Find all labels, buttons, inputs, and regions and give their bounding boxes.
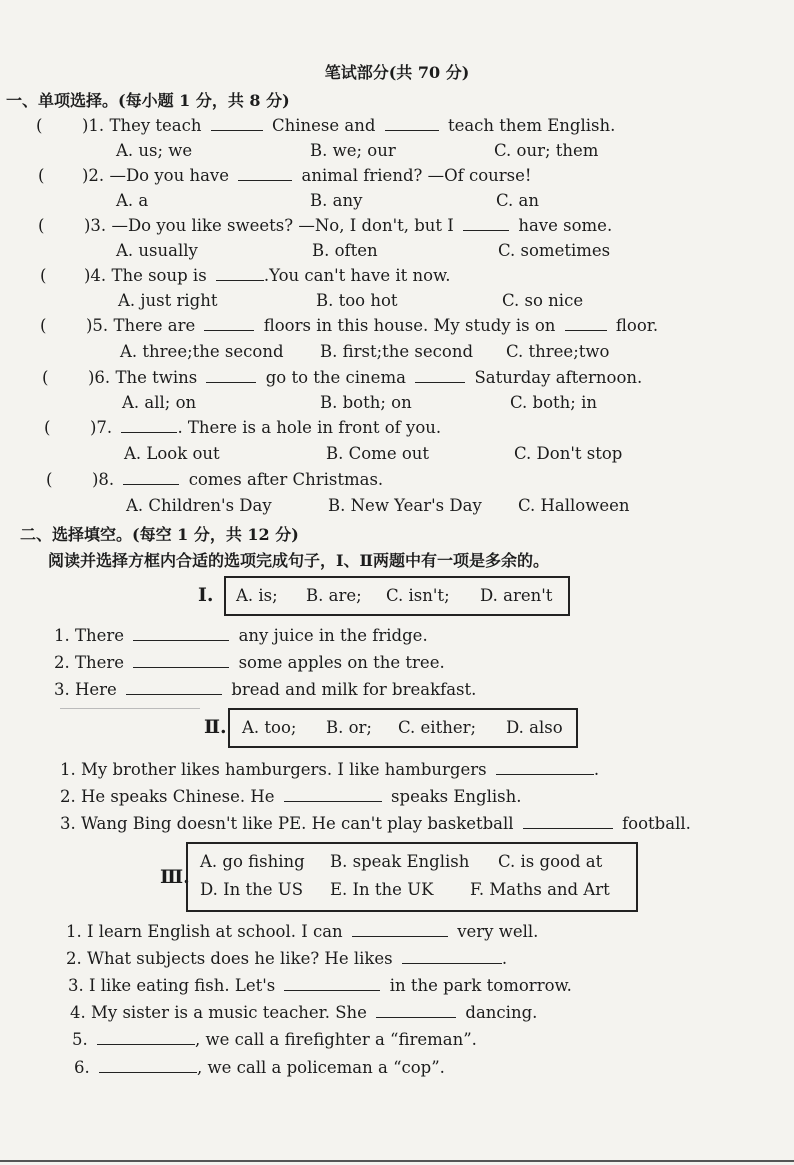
box-option: E. In the UK	[330, 880, 434, 899]
item-text: I like eating fish. Let's	[89, 976, 276, 995]
question-text: have some.	[518, 216, 613, 235]
item-text: , we call a policeman a “cop”.	[197, 1058, 445, 1077]
part-1-item-2	[54, 653, 445, 672]
answer-blank[interactable]	[123, 470, 179, 485]
item-number: 3.	[68, 976, 84, 995]
question-1	[82, 116, 615, 135]
option-a[interactable]: A. us; we	[116, 141, 193, 160]
box-option: D. In the US	[200, 880, 303, 899]
item-number: 1.	[54, 626, 70, 645]
answer-blank[interactable]	[99, 1058, 197, 1073]
answer-blank[interactable]	[284, 787, 382, 802]
answer-blank[interactable]	[133, 626, 229, 641]
divider	[60, 708, 200, 709]
answer-paren: (	[40, 266, 47, 285]
question-7	[90, 418, 441, 437]
option-b[interactable]: B. too hot	[316, 291, 398, 310]
item-text: My sister is a music teacher. She	[91, 1003, 367, 1022]
option-a[interactable]: A. all; on	[122, 393, 197, 412]
question-number: )7.	[90, 418, 113, 437]
question-text: teach them English.	[447, 116, 616, 135]
option-c[interactable]: C. so nice	[502, 291, 584, 310]
answer-blank[interactable]	[133, 653, 229, 668]
item-text: .	[501, 949, 508, 968]
answer-blank[interactable]	[352, 922, 448, 937]
option-c[interactable]: C. sometimes	[498, 241, 611, 260]
question-text: —Do you have	[109, 166, 230, 185]
box-option: A. too;	[242, 718, 297, 737]
item-number: 5.	[72, 1030, 88, 1049]
option-c[interactable]: C. three;two	[506, 342, 610, 361]
item-text: football.	[622, 814, 691, 833]
box-option: B. speak English	[330, 852, 470, 871]
question-text: comes after Christmas.	[188, 470, 384, 489]
item-text: I learn English at school. I can	[87, 922, 343, 941]
answer-blank[interactable]	[204, 316, 254, 331]
question-2	[82, 166, 532, 185]
question-4	[84, 266, 450, 285]
answer-blank[interactable]	[211, 116, 263, 131]
answer-paren: (	[38, 166, 45, 185]
answer-paren: (	[40, 316, 47, 335]
section1-heading: 一、单项选择。(每小题 1 分，共 8 分)	[6, 91, 290, 110]
item-text: What subjects does he like? He likes	[87, 949, 393, 968]
item-text: very well.	[457, 922, 539, 941]
box-option: D. also	[506, 718, 563, 737]
section2-instruction: 阅读并选择方框内合适的选项完成句子，Ⅰ、Ⅱ两题中有一项是多余的。	[48, 551, 549, 570]
part-1-option-box	[224, 576, 570, 616]
box-option: B. are;	[306, 586, 362, 605]
question-number: )6.	[88, 368, 111, 387]
option-c[interactable]: C. an	[496, 191, 539, 210]
answer-blank[interactable]	[284, 976, 380, 991]
option-a[interactable]: A. Children's Day	[126, 496, 272, 515]
option-a[interactable]: A. just right	[118, 291, 218, 310]
question-text: Chinese and	[272, 116, 376, 135]
item-text: dancing.	[465, 1003, 538, 1022]
part-3-item-5	[72, 1030, 477, 1049]
question-text: go to the cinema	[265, 368, 406, 387]
item-text: any juice in the fridge.	[238, 626, 428, 645]
answer-blank[interactable]	[216, 266, 264, 281]
box-option: C. either;	[398, 718, 477, 737]
answer-blank[interactable]	[376, 1003, 456, 1018]
box-option: B. or;	[326, 718, 372, 737]
question-text: animal friend? —Of course!	[301, 166, 532, 185]
item-text: in the park tomorrow.	[389, 976, 572, 995]
option-a[interactable]: A. three;the second	[120, 342, 284, 361]
answer-blank[interactable]	[463, 216, 509, 231]
answer-paren: (	[36, 116, 43, 135]
item-text: .	[593, 760, 600, 779]
question-text: The twins	[115, 368, 198, 387]
box-option: C. isn't;	[386, 586, 450, 605]
item-number: 3.	[54, 680, 70, 699]
question-text: They teach	[109, 116, 202, 135]
question-number: )4.	[84, 266, 107, 285]
item-text: There	[75, 626, 125, 645]
item-text: Here	[75, 680, 117, 699]
option-b[interactable]: B. Come out	[326, 444, 430, 463]
part-3-item-1	[66, 922, 538, 941]
item-number: 6.	[74, 1058, 90, 1077]
question-text: . There is a hole in front of you.	[177, 418, 442, 437]
question-number: )5.	[86, 316, 109, 335]
item-number: 1.	[60, 760, 76, 779]
question-text: .You can't have it now.	[263, 266, 451, 285]
question-3	[84, 216, 612, 235]
answer-blank[interactable]	[402, 949, 502, 964]
part-3-item-3	[68, 976, 572, 995]
question-number: )8.	[92, 470, 115, 489]
box-option: C. is good at	[498, 852, 603, 871]
part-1-item-1	[54, 626, 428, 645]
option-a[interactable]: A. usually	[116, 241, 198, 260]
option-b[interactable]: B. both; on	[320, 393, 412, 412]
option-b[interactable]: B. any	[310, 191, 363, 210]
part-1-label: Ⅰ.	[198, 584, 214, 606]
answer-blank[interactable]	[121, 418, 177, 433]
option-c[interactable]: C. Don't stop	[514, 444, 623, 463]
item-number: 3.	[60, 814, 76, 833]
item-text: He speaks Chinese. He	[81, 787, 275, 806]
question-text: There are	[113, 316, 196, 335]
question-text: —Do you like sweets? —No, I don't, but I	[111, 216, 454, 235]
option-c[interactable]: C. both; in	[510, 393, 597, 412]
answer-paren: (	[44, 418, 51, 437]
part-3-item-4	[70, 1003, 537, 1022]
section2-heading: 二、选择填空。(每空 1 分，共 12 分)	[20, 525, 299, 544]
question-number: )2.	[82, 166, 105, 185]
answer-blank[interactable]	[523, 814, 613, 829]
item-number: 2.	[60, 787, 76, 806]
option-b[interactable]: B. first;the second	[320, 342, 474, 361]
answer-blank[interactable]	[97, 1030, 195, 1045]
answer-paren: (	[46, 470, 53, 489]
item-number: 4.	[70, 1003, 86, 1022]
question-8	[92, 470, 383, 489]
option-c[interactable]: C. our; them	[494, 141, 599, 160]
item-text: , we call a firefighter a “fireman”.	[195, 1030, 477, 1049]
part-1-item-3	[54, 680, 476, 699]
answer-blank[interactable]	[126, 680, 222, 695]
box-option: F. Maths and Art	[470, 880, 610, 899]
part-2-item-1	[60, 760, 599, 779]
question-text: floors in this house. My study is on	[263, 316, 556, 335]
question-5	[86, 316, 658, 335]
answer-blank[interactable]	[238, 166, 292, 181]
question-number: )1.	[82, 116, 105, 135]
option-c[interactable]: C. Halloween	[518, 496, 630, 515]
part-3-item-2	[66, 949, 507, 968]
question-text: The soup is	[111, 266, 207, 285]
item-text: some apples on the tree.	[238, 653, 445, 672]
box-option: D. aren't	[480, 586, 553, 605]
part-2-item-3	[60, 814, 691, 833]
option-a[interactable]: A. Look out	[124, 444, 220, 463]
part-2-option-box	[228, 708, 578, 748]
item-text: There	[75, 653, 125, 672]
answer-paren: (	[42, 368, 49, 387]
bottom-border	[0, 1160, 794, 1162]
box-option: A. go fishing	[200, 852, 305, 871]
part-3-label: Ⅲ.	[160, 866, 190, 888]
page-title: 笔试部分(共 70 分)	[324, 63, 470, 82]
part-3-item-6	[74, 1058, 445, 1077]
answer-blank[interactable]	[565, 316, 607, 331]
box-option: A. is;	[236, 586, 278, 605]
question-text: floor.	[615, 316, 659, 335]
answer-blank[interactable]	[385, 116, 439, 131]
item-number: 2.	[66, 949, 82, 968]
answer-blank[interactable]	[496, 760, 594, 775]
part-3-option-box	[186, 842, 638, 912]
item-text: bread and milk for breakfast.	[231, 680, 477, 699]
answer-blank[interactable]	[206, 368, 256, 383]
item-text: speaks English.	[391, 787, 522, 806]
question-text: Saturday afternoon.	[474, 368, 643, 387]
option-b[interactable]: B. New Year's Day	[328, 496, 482, 515]
option-b[interactable]: B. we; our	[310, 141, 396, 160]
answer-blank[interactable]	[415, 368, 465, 383]
item-number: 2.	[54, 653, 70, 672]
part-2-item-2	[60, 787, 522, 806]
item-text: Wang Bing doesn't like PE. He can't play basketball	[81, 814, 514, 833]
item-number: 1.	[66, 922, 82, 941]
option-b[interactable]: B. often	[312, 241, 378, 260]
question-6	[88, 368, 642, 387]
question-number: )3.	[84, 216, 107, 235]
item-text: My brother likes hamburgers. I like hamburgers	[81, 760, 487, 779]
option-a[interactable]: A. a	[116, 191, 149, 210]
answer-paren: (	[38, 216, 45, 235]
part-2-label: Ⅱ.	[204, 716, 227, 738]
